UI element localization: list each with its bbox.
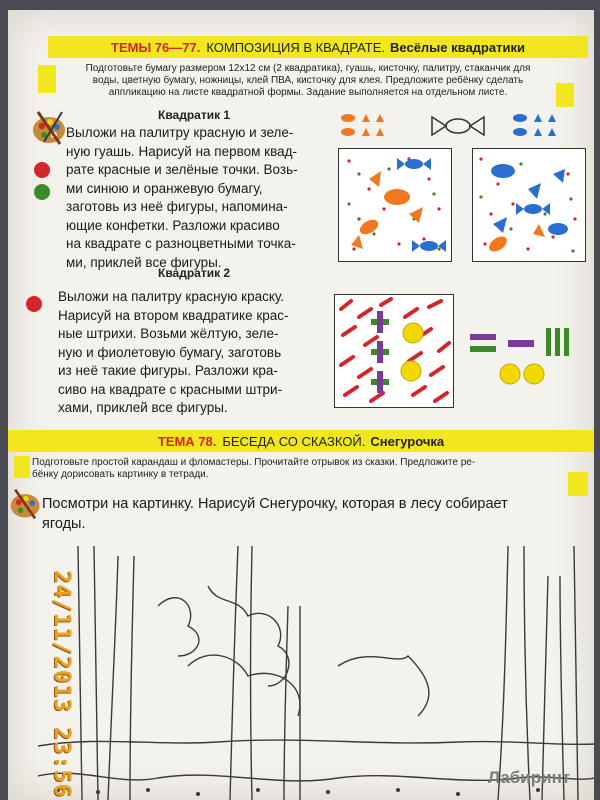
text-line: Выложи на палитру красную и зеле- xyxy=(66,125,294,140)
note-line: бёнку дорисовать картинку в тетради. xyxy=(32,469,209,480)
text-line: ми, приклей все фигуры. xyxy=(66,254,222,270)
topic-number: ТЕМА 78. xyxy=(157,433,217,449)
text-line: ми синюю и оранжевую бумагу, xyxy=(66,180,263,196)
forest-drawing xyxy=(38,546,594,800)
text-line: ющие конфетки. Разложи красиво xyxy=(66,217,280,233)
text-line: ные штрихи. Возьми жёлтую, зеле- xyxy=(58,326,279,341)
text-line: Нарисуй на втором квадратике крас- xyxy=(58,307,289,323)
topic-76-77-banner xyxy=(48,36,588,58)
text-line: ную гуашь. Нарисуй на первом квад- xyxy=(66,143,297,159)
palette-brush-icon xyxy=(8,486,44,522)
note-line: воды, цветную бумагу, ножницы, клей ПВА, кисточку для клея. Предложите ребёнку сделать xyxy=(92,75,524,86)
note-marker xyxy=(38,65,56,93)
text-line: Выложи на палитру красную краску. xyxy=(58,289,285,304)
palette-brush-icon xyxy=(30,108,70,148)
topic-subtitle: Весёлые квадратики xyxy=(390,39,525,55)
square2-heading: Квадратик 2 xyxy=(158,266,231,280)
text-line: рате красные и зелёные точки. Возь- xyxy=(66,162,298,177)
text-line: ную и фиолетовую бумагу, заготовь xyxy=(58,344,282,360)
text-line: сиво на квадрате с красными штри- xyxy=(58,381,283,397)
text-line: из неё такие фигуры. Разложи кра- xyxy=(58,363,278,378)
note-marker-right xyxy=(556,83,574,107)
square2-sample xyxy=(334,294,454,408)
topic-78-banner xyxy=(8,430,594,452)
square2-shapes-legend xyxy=(470,328,580,388)
red-dot-icon xyxy=(26,296,42,312)
text-line: ягоды. xyxy=(42,516,86,532)
text-line: хами, приклей все фигуры. xyxy=(58,400,228,415)
photo-date-stamp: 24/11/2013 23:56 xyxy=(49,570,74,798)
square1-sample-a xyxy=(338,148,452,262)
square2-instructions xyxy=(58,288,334,418)
orange-shapes-legend xyxy=(338,110,398,140)
task-text xyxy=(42,494,592,534)
red-dot-icon xyxy=(34,162,50,178)
text-line: заготовь из неё фигуры, напомина- xyxy=(66,199,288,214)
teacher-note xyxy=(32,457,572,481)
square1-instructions xyxy=(66,124,336,272)
teacher-note xyxy=(60,63,556,99)
square1-sample-b xyxy=(472,148,586,262)
workbook-page xyxy=(8,10,594,800)
note-line: аппликацию на листе квадратной формы. Задание выполняется на отдельном листе. xyxy=(108,87,508,98)
topic-title: БЕСЕДА СО СКАЗКОЙ. xyxy=(222,433,366,449)
candy-outline-icon xyxy=(428,113,488,139)
text-line: на квадрате с разноцветными точка- xyxy=(66,236,296,251)
note-marker xyxy=(14,456,30,478)
note-line: Подготовьте бумагу размером 12x12 см (2 квадратика), гуашь, кисточку, палитру, стаканчик для xyxy=(85,63,531,74)
topic-number: ТЕМЫ 76—77. xyxy=(111,39,201,55)
labirint-logo: Лабиринт xyxy=(488,768,571,787)
topic-subtitle: Снегурочка xyxy=(370,433,445,449)
topic-title: КОМПОЗИЦИЯ В КВАДРАТЕ. xyxy=(206,39,386,55)
square1-heading: Квадратик 1 xyxy=(158,108,231,122)
blue-shapes-legend xyxy=(510,110,570,140)
green-dot-icon xyxy=(34,184,50,200)
text-line: Посмотри на картинку. Нарисуй Снегурочку, которая в лесу собирает xyxy=(42,496,508,512)
note-line: Подготовьте простой карандаш и фломастеры. Прочитайте отрывок из сказки. Предложите ре- xyxy=(32,457,476,468)
